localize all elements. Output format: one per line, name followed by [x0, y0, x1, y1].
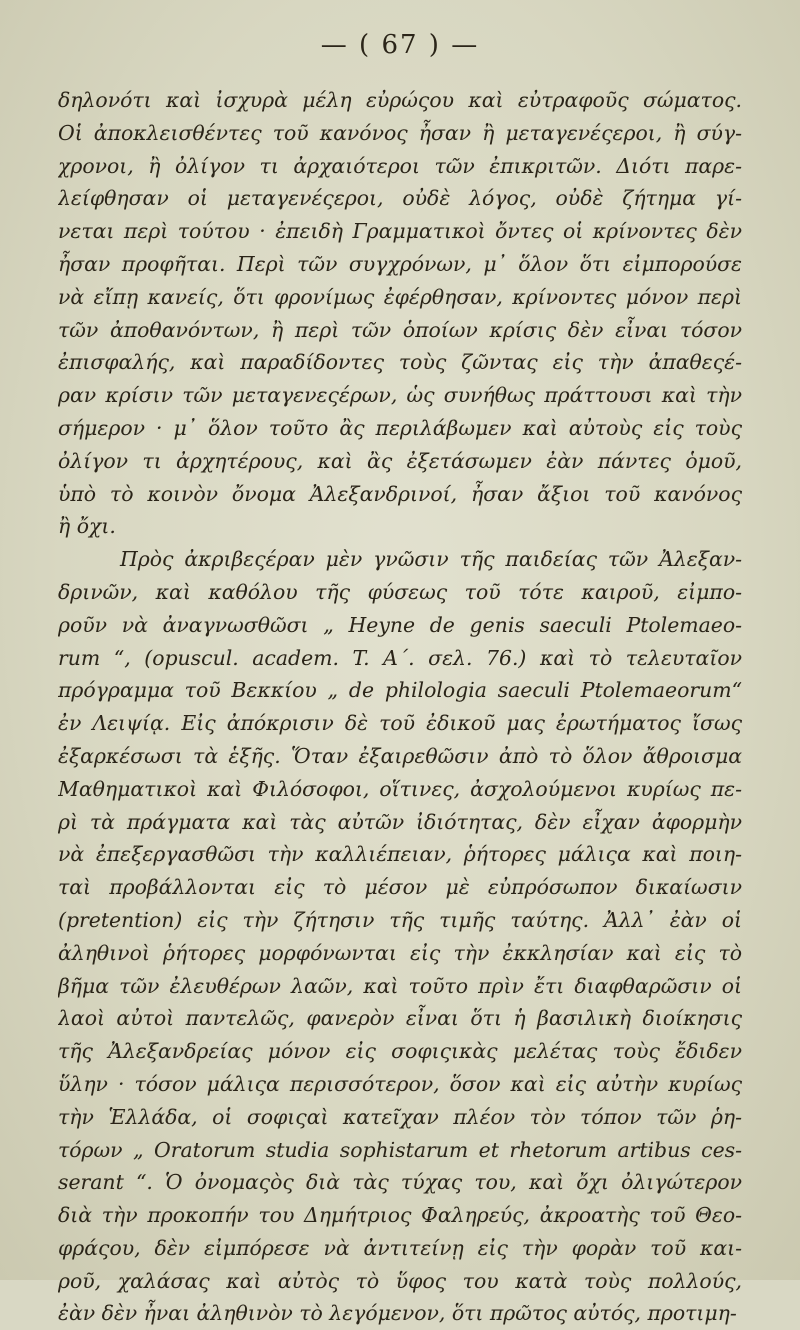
- text-line: ραν κρίσιν τῶν μεταγενεςέρων, ὡς συνήθως πράττουσι καὶ τὴν: [58, 383, 742, 408]
- text-line: ὀλίγον τι ἀρχητέρους, καὶ ἂς ἐξετάσωμεν ἐὰν πάντες ὁμοῦ,: [58, 448, 742, 473]
- text-line: (pretention) εἰς τὴν ζήτησιν τῆς τιμῆς ταύτης. Ἀλλ᾽ ἐὰν οἱ: [58, 907, 742, 932]
- text-line: ροῦν νὰ ἀναγνωσθῶσι „ Heyne de genis saeculi Ptolemaeo-: [58, 612, 742, 637]
- text-line: ἐπισφαλής, καὶ παραδίδοντες τοὺς ζῶντας εἰς τὴν ἀπαθεςέ-: [58, 350, 742, 375]
- text-line: σήμερον · μ᾽ ὅλον τοῦτο ἂς περιλάβωμεν καὶ αὐτοὺς εἰς τοὺς: [58, 415, 742, 440]
- text-line: βῆμα τῶν ἐλευθέρων λαῶν, καὶ τοῦτο πρὶν ἔτι διαφθαρῶσιν οἱ: [58, 973, 742, 998]
- text-line: ἐξαρκέσωσι τὰ ἑξῆς. Ὅταν ἐξαιρεθῶσιν ἀπὸ τὸ ὅλον ἄθροισμα: [58, 743, 742, 768]
- page-number-header: — ( 67 ) —: [320, 30, 480, 60]
- text-line: λαοὶ αὐτοὶ παντελῶς, φανερὸν εἶναι ὅτι ἡ βασιλικὴ διοίκησις: [58, 1006, 742, 1031]
- body-text: [58, 84, 742, 1330]
- text-line: τῶν ἀποθανόντων, ἢ περὶ τῶν ὁποίων κρίσις δὲν εἶναι τόσον: [58, 317, 742, 342]
- text-line: ὕλην · τόσον μάλιςα περισσότερον, ὅσον καὶ εἰς αὐτὴν κυρίως: [58, 1071, 742, 1096]
- text-line: πρόγραμμα τοῦ Βεκκίου „ de philologia saeculi Ptolemaeorum“: [58, 678, 742, 703]
- text-line: serant “. Ὁ ὀνομαςὸς διὰ τὰς τύχας του, καὶ ὄχι ὀλιγώτερον: [58, 1170, 742, 1195]
- text-line: ἢ ὄχι.: [58, 514, 116, 539]
- text-line: τὴν Ἑλλάδα, οἱ σοφιςαὶ κατεῖχαν πλέον τὸν τόπον τῶν ῥη-: [58, 1104, 742, 1129]
- text-line: ἐν Λειψίᾳ. Εἰς ἀπόκρισιν δὲ τοῦ ἐδικοῦ μας ἐρωτήματος ἴσως: [58, 711, 742, 736]
- text-line: Μαθηματικοὶ καὶ Φιλόσοφοι, οἵτινες, ἀσχολούμενοι κυρίως πε-: [58, 776, 742, 801]
- text-line: φράςου, δὲν εἰμπόρεσε νὰ ἀντιτείνῃ εἰς τὴν φορὰν τοῦ και-: [58, 1235, 742, 1260]
- text-line: Οἱ ἀποκλεισθέντες τοῦ κανόνος ἦσαν ἢ μεταγενέςεροι, ἢ σύγ-: [58, 120, 742, 145]
- text-line: ροῦ, χαλάσας καὶ αὐτὸς τὸ ὕφος του κατὰ τοὺς πολλούς,: [58, 1268, 742, 1293]
- text-line: δρινῶν, καὶ καθόλου τῆς φύσεως τοῦ τότε καιροῦ, εἰμπο-: [58, 579, 742, 604]
- text-line: ρὶ τὰ πράγματα καὶ τὰς αὐτῶν ἰδιότητας, δὲν εἶχαν ἀφορμὴν: [58, 809, 742, 834]
- text-line: διὰ τὴν προκοπήν του Δημήτριος Φαληρεύς, ἀκροατὴς τοῦ Θεο-: [58, 1203, 742, 1228]
- text-line: δηλονότι καὶ ἰσχυρὰ μέλη εὐρώςου καὶ εὐτραφοῦς σώματος.: [58, 88, 742, 112]
- text-line: ταὶ προβάλλονται εἰς τὸ μέσον μὲ εὐπρόσωπον δικαίωσιν: [58, 875, 742, 900]
- text-line: ἐὰν δὲν ἦναι ἀληθινὸν τὸ λεγόμενον, ὅτι πρῶτος αὐτός, προτιμη-: [58, 1301, 737, 1326]
- text-line: νὰ ἐπεξεργασθῶσι τὴν καλλιέπειαν, ῥήτορες μάλιςα καὶ ποιη-: [58, 842, 742, 867]
- text-line: νὰ εἴπῃ κανείς, ὅτι φρονίμως ἐφέρθησαν, κρίνοντες μόνον περὶ: [58, 284, 742, 309]
- text-line: νεται περὶ τούτου · ἐπειδὴ Γραμματικοὶ ὄντες οἱ κρίνοντες δὲν: [58, 219, 742, 244]
- text-line: rum “, (opuscul. academ. T. Α΄. σελ. 76.) καὶ τὸ τελευταῖον: [58, 645, 742, 670]
- text-line: ἀληθινοὶ ῥήτορες μορφόνωνται εἰς τὴν ἐκκλησίαν καὶ εἰς τὸ: [58, 940, 742, 965]
- text-line: ὑπὸ τὸ κοινὸν ὄνομα Ἀλεξανδρινοί, ἦσαν ἄξιοι τοῦ κανόνος: [58, 481, 742, 506]
- text-line: Πρὸς ἀκριβεςέραν μὲν γνῶσιν τῆς παιδείας τῶν Ἀλεξαν-: [120, 547, 742, 572]
- text-line: λείφθησαν οἱ μεταγενέςεροι, οὐδὲ λόγος, οὐδὲ ζήτημα γί-: [58, 186, 742, 211]
- text-line: χρονοι, ἢ ὀλίγον τι ἀρχαιότεροι τῶν ἐπικριτῶν. Διότι παρε-: [58, 153, 742, 178]
- text-line: τόρων „ Oratorum studia sophistarum et rhetorum artibus ces-: [58, 1137, 742, 1162]
- text-line: τῆς Ἀλεξανδρείας μόνον εἰς σοφιςικὰς μελέτας τοὺς ἔδιδεν: [58, 1039, 742, 1064]
- text-line: ἦσαν προφῆται. Περὶ τῶν συγχρόνων, μ᾽ ὅλον ὅτι εἰμπορούσε: [58, 251, 742, 276]
